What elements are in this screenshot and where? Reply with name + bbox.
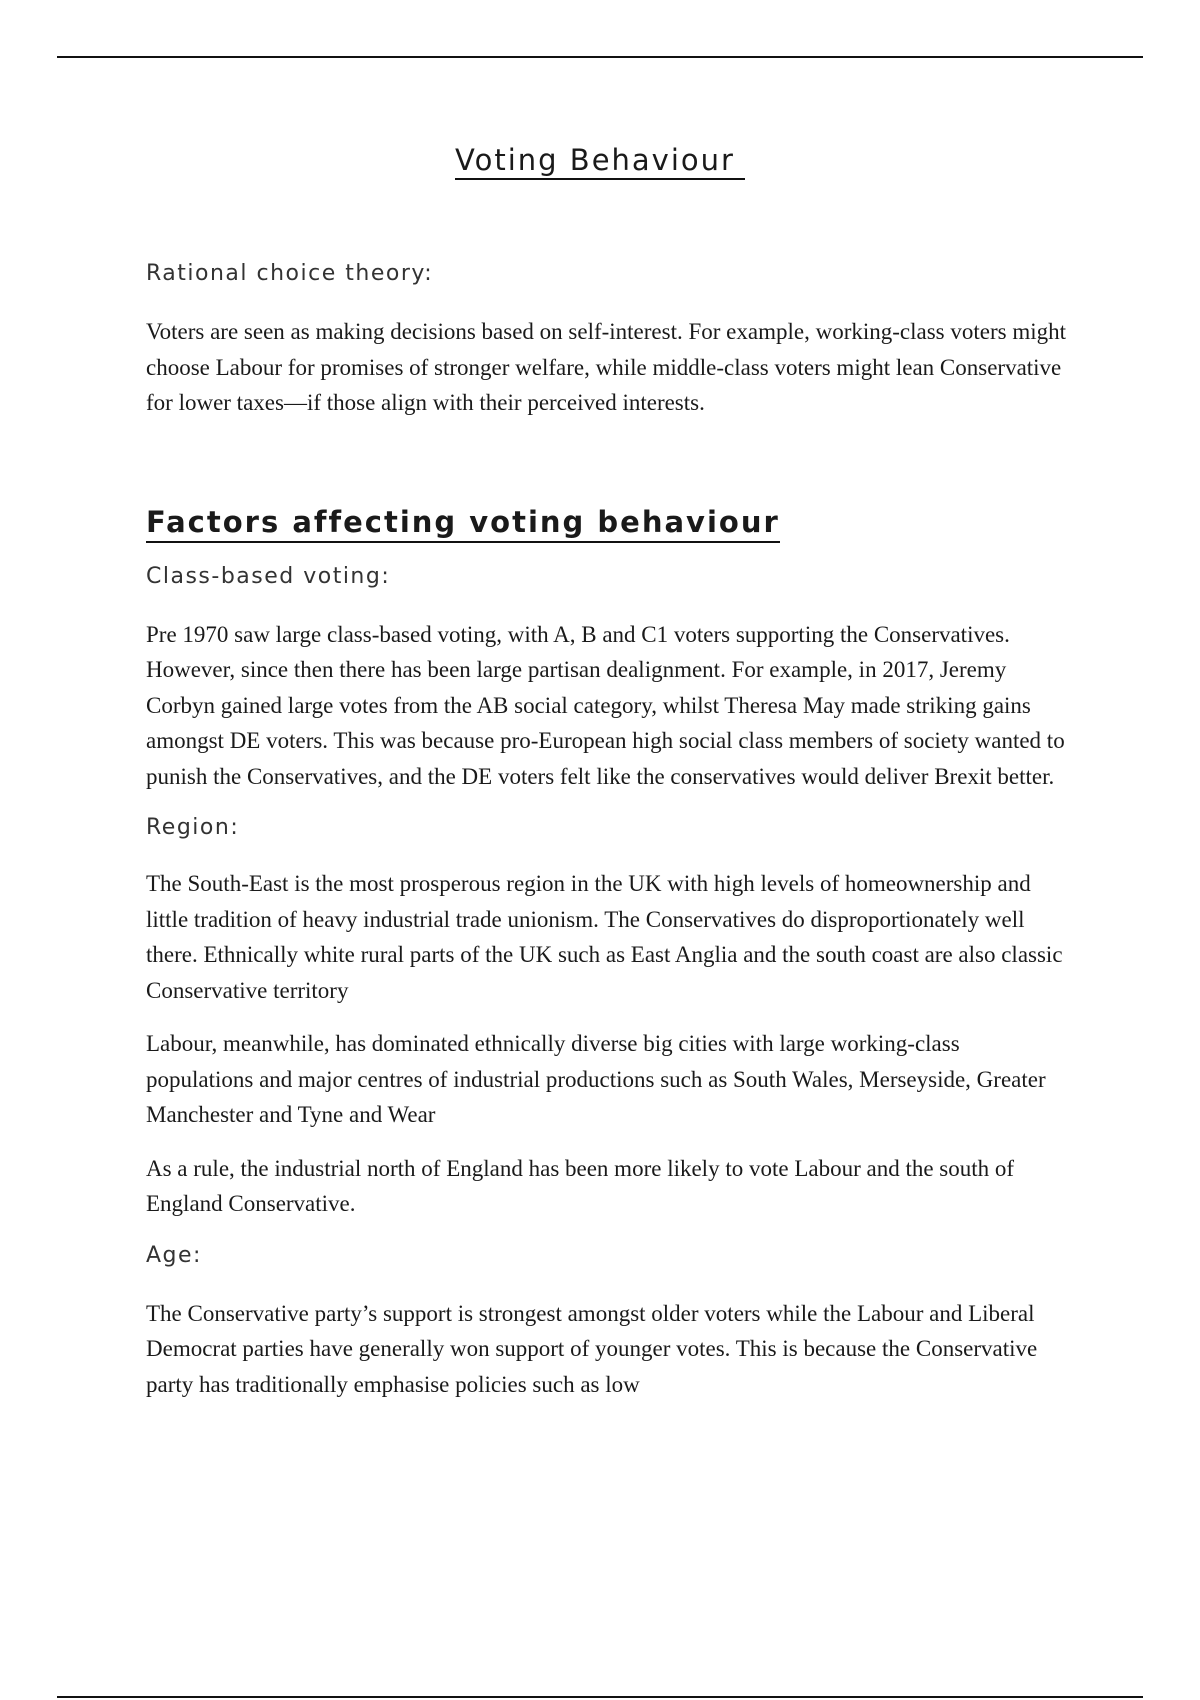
subheading-rational-choice: Rational choice theory: [146,261,434,286]
subheading-age: Age: [146,1242,202,1268]
paragraph-rational-choice: Voters are seen as making decisions based on self-interest. For example, working-class voters might choose Labour for promises of stronger welfare, while middle-class voters might lean Conservative for lower taxes—if those align with their perceived interests. [146,319,1066,415]
section-heading-wrapper [146,503,1066,543]
top-rule [57,56,1143,58]
subheading-class-based-voting: Class-based voting: [146,563,391,589]
document-body [146,258,1066,1402]
paragraph-class-based-voting: Pre 1970 saw large class-based voting, with A, B and C1 voters supporting the Conservatives. However, since then there has been large partisan dealignment. For example, in 2017, Jeremy Corbyn gained large votes from the AB social category, whilst Theresa May made striking gains amongst DE voters. This was because pro-European high social class members of society wanted to punish the Conservatives, and the DE voters felt like the conservatives would deliver Brexit better. [146,621,1065,789]
page-title: Voting Behaviour [455,142,745,180]
bottom-rule [57,1696,1143,1698]
section-heading-factors: Factors affecting voting behaviour [146,503,780,543]
paragraph-region-labour: Labour, meanwhile, has dominated ethnically diverse big cities with large working-class populations and major centres of industrial productions such as South Wales, Merseyside, Greater Manchester and Tyne and Wear [146,1031,1046,1127]
subheading-region: Region: [146,815,240,840]
paragraph-region-rule: As a rule, the industrial north of England has been more likely to vote Labour and the south of England Conservative. [146,1155,1015,1216]
paragraph-region-south-east: The South-East is the most prosperous region in the UK with high levels of homeownership and little tradition of heavy industrial trade unionism. The Conservatives do disproportionately well there. Ethnically white rural parts of the UK such as East Anglia and the south coast are also classic Conservative territory [146,871,1063,1003]
page-title-wrapper [0,142,1200,180]
paragraph-age: The Conservative party’s support is strongest amongst older voters while the Labour and Liberal Democrat parties have generally won support of younger votes. This is because the Conservative party has traditionally emphasise policies such as low [146,1300,1038,1397]
